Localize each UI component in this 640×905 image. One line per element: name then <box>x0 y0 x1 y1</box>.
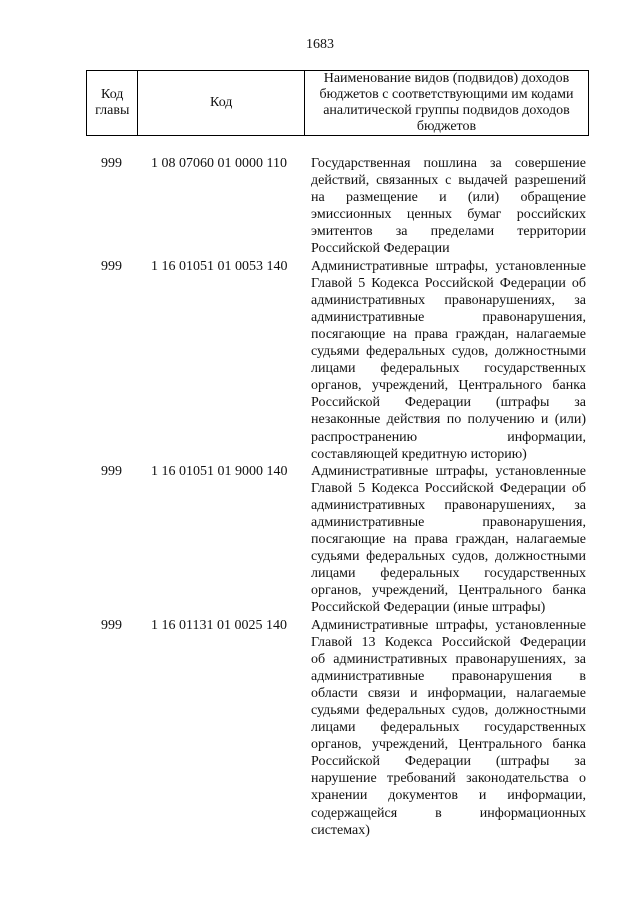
name-line: Российской Федерации (штрафы за <box>311 754 586 770</box>
name-line: посягающие на права граждан, налагаемые <box>311 326 586 342</box>
name-line: административных правонарушениях, за <box>311 292 586 308</box>
name-line: составляющей кредитную историю) <box>311 446 527 462</box>
name-line: распространению информации, <box>311 429 586 445</box>
header-code: Код <box>138 71 305 136</box>
name-line: Российской Федерации (иные штрафы) <box>311 600 546 616</box>
name-line: судьями федеральных судов, должностными <box>311 344 586 360</box>
name-line: Главой 5 Кодекса Российской Федерации об <box>311 275 586 291</box>
name-line: об административных правонарушениях, за <box>311 651 586 667</box>
name-line: хранении документов и информации, <box>311 788 586 804</box>
name-line: Административные штрафы, установленные <box>311 617 586 633</box>
page-number: 1683 <box>306 37 334 52</box>
table-row <box>86 155 589 258</box>
income-code: 1 16 01131 01 0025 140 <box>151 617 287 633</box>
header-chapter-code: Код главы <box>87 71 138 136</box>
chapter-code: 999 <box>101 617 122 633</box>
chapter-code: 999 <box>101 258 122 274</box>
name-line: содержащейся в информационных <box>311 805 586 821</box>
name-line: незаконные действия по получению и (или) <box>311 412 586 428</box>
chapter-code: 999 <box>101 463 122 479</box>
name-line: области связи и информации, налагаемые <box>311 685 586 701</box>
name-line: системах) <box>311 822 370 838</box>
name-line: лицами федеральных государственных <box>311 720 586 736</box>
table-row <box>86 463 589 617</box>
name-line: органов, учреждений, Центрального банка <box>311 378 586 394</box>
name-line: Российской Федерации (штрафы за <box>311 395 586 411</box>
name-line: органов, учреждений, Центрального банка <box>311 583 586 599</box>
name-line: Главой 13 Кодекса Российской Федерации <box>311 634 586 650</box>
name-line: административные правонарушения, <box>311 309 586 325</box>
name-line: эмиссионных ценных бумаг российских <box>311 207 586 223</box>
name-line: административные правонарушения в <box>311 668 586 684</box>
income-name <box>311 463 586 617</box>
table-header <box>86 70 589 136</box>
name-line: органов, учреждений, Центрального банка <box>311 737 586 753</box>
name-line: действий, связанных с выдачей разрешений <box>311 173 586 189</box>
table-body <box>86 155 589 839</box>
table-row <box>86 258 589 463</box>
name-line: административных правонарушениях, за <box>311 497 586 513</box>
income-name <box>311 155 586 258</box>
name-line: судьями федеральных судов, должностными <box>311 549 586 565</box>
name-line: Главой 5 Кодекса Российской Федерации об <box>311 480 586 496</box>
name-line: Административные штрафы, установленные <box>311 258 586 274</box>
income-name <box>311 617 586 839</box>
income-code: 1 08 07060 01 0000 110 <box>151 156 287 171</box>
name-line: лицами федеральных государственных <box>311 361 586 377</box>
table-row <box>86 617 589 839</box>
name-line: Российской Федерации <box>311 241 450 257</box>
chapter-code: 999 <box>101 156 122 171</box>
name-line: административные правонарушения, <box>311 514 586 530</box>
name-line: нарушение требований законодательства о <box>311 771 586 787</box>
name-line: эмитентов за пределами территории <box>311 224 586 240</box>
name-line: Государственная пошлина за совершение <box>311 156 586 171</box>
name-line: на размещение и (или) обращение <box>311 190 586 206</box>
name-line: посягающие на права граждан, налагаемые <box>311 532 586 548</box>
header-name: Наименование видов (подвидов) доходов бюджетов с соответствующими им кодами аналитической группы подвидов доходов бюджетов <box>304 71 588 136</box>
income-code: 1 16 01051 01 9000 140 <box>151 463 288 479</box>
name-line: Административные штрафы, установленные <box>311 463 586 479</box>
name-line: лицами федеральных государственных <box>311 566 586 582</box>
income-name <box>311 258 586 463</box>
income-code: 1 16 01051 01 0053 140 <box>151 258 288 274</box>
name-line: судьями федеральных судов, должностными <box>311 703 586 718</box>
